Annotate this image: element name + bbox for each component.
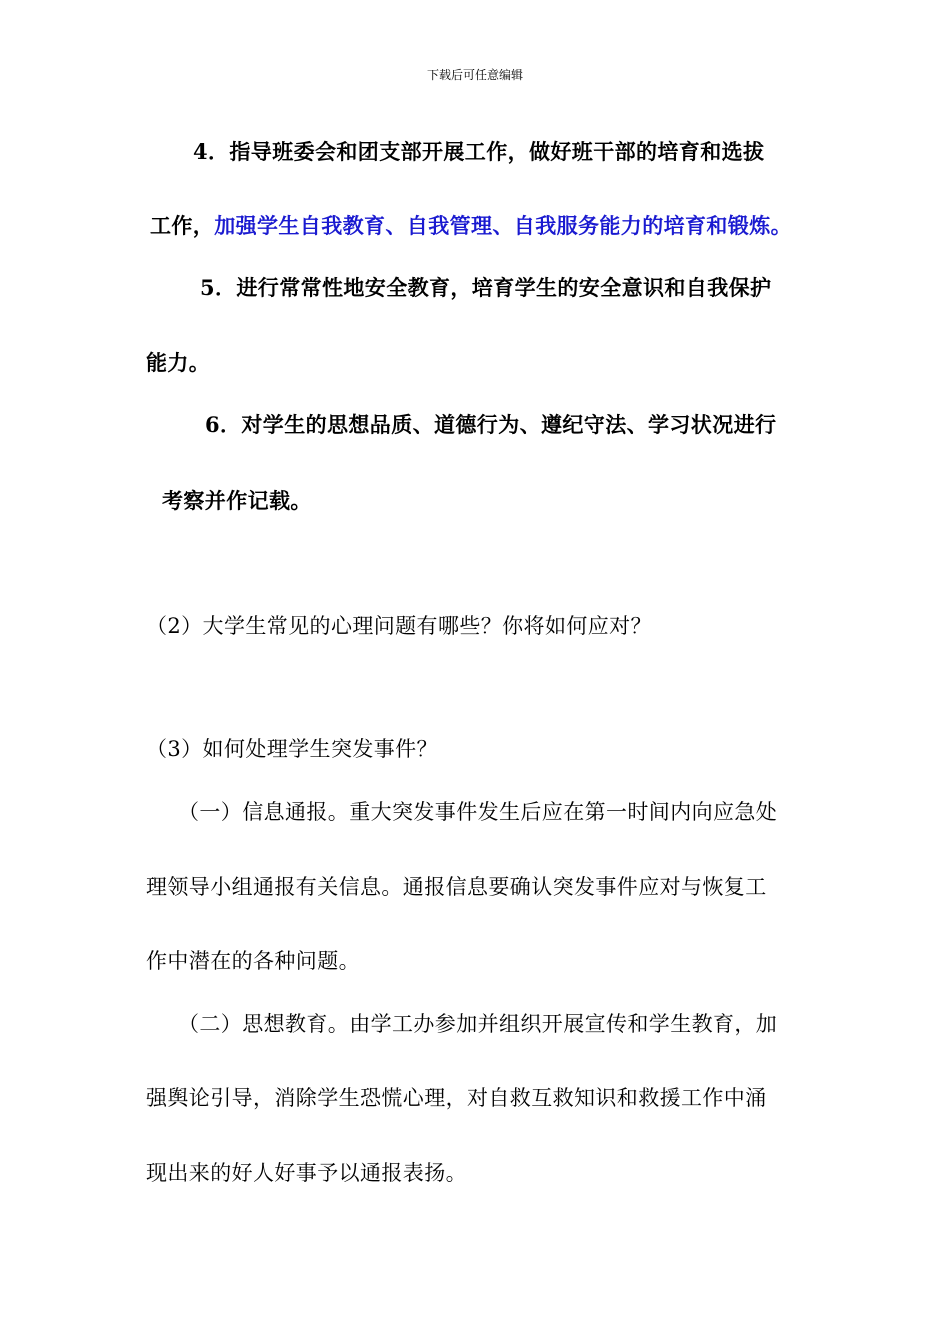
section-1-line-1: （一）信息通报。重大突发事件发生后应在第一时间内向应急处 bbox=[178, 800, 778, 824]
question-3: （3）如何处理学生突发事件？ bbox=[146, 737, 438, 761]
section-2-line-2: 强舆论引导，消除学生恐慌心理，对自救互救知识和救援工作中涌 bbox=[146, 1086, 767, 1110]
item-5-line-1: 5．进行常常性地安全教育，培育学生的安全意识和自我保护 bbox=[200, 275, 772, 300]
item-4-line-1: 4．指导班委会和团支部开展工作，做好班干部的培育和选拔 bbox=[193, 139, 765, 164]
section-1-line-2: 理领导小组通报有关信息。通报信息要确认突发事件应对与恢复工 bbox=[146, 875, 767, 899]
section-2-line-1: （二）思想教育。由学工办参加并组织开展宣传和学生教育，加 bbox=[178, 1012, 778, 1036]
item-4-line-2 bbox=[150, 211, 792, 241]
item-6-line-2: 考察并作记载。 bbox=[162, 488, 312, 513]
item-4-line-2-plain: 工作， bbox=[150, 213, 215, 238]
question-2: （2）大学生常见的心理问题有哪些？你将如何应对？ bbox=[146, 614, 652, 638]
section-2-line-3: 现出来的好人好事予以通报表扬。 bbox=[146, 1161, 467, 1185]
item-6-line-1: 6．对学生的思想品质、道德行为、遵纪守法、学习状况进行 bbox=[205, 412, 777, 437]
item-4-line-2-highlight: 加强学生自我教育、自我管理、自我服务能力的培育和锻炼。 bbox=[214, 213, 793, 238]
header-note: 下载后可任意编辑 bbox=[426, 68, 523, 82]
section-1-line-3: 作中潜在的各种问题。 bbox=[146, 949, 360, 973]
item-5-line-2: 能力。 bbox=[146, 350, 211, 375]
